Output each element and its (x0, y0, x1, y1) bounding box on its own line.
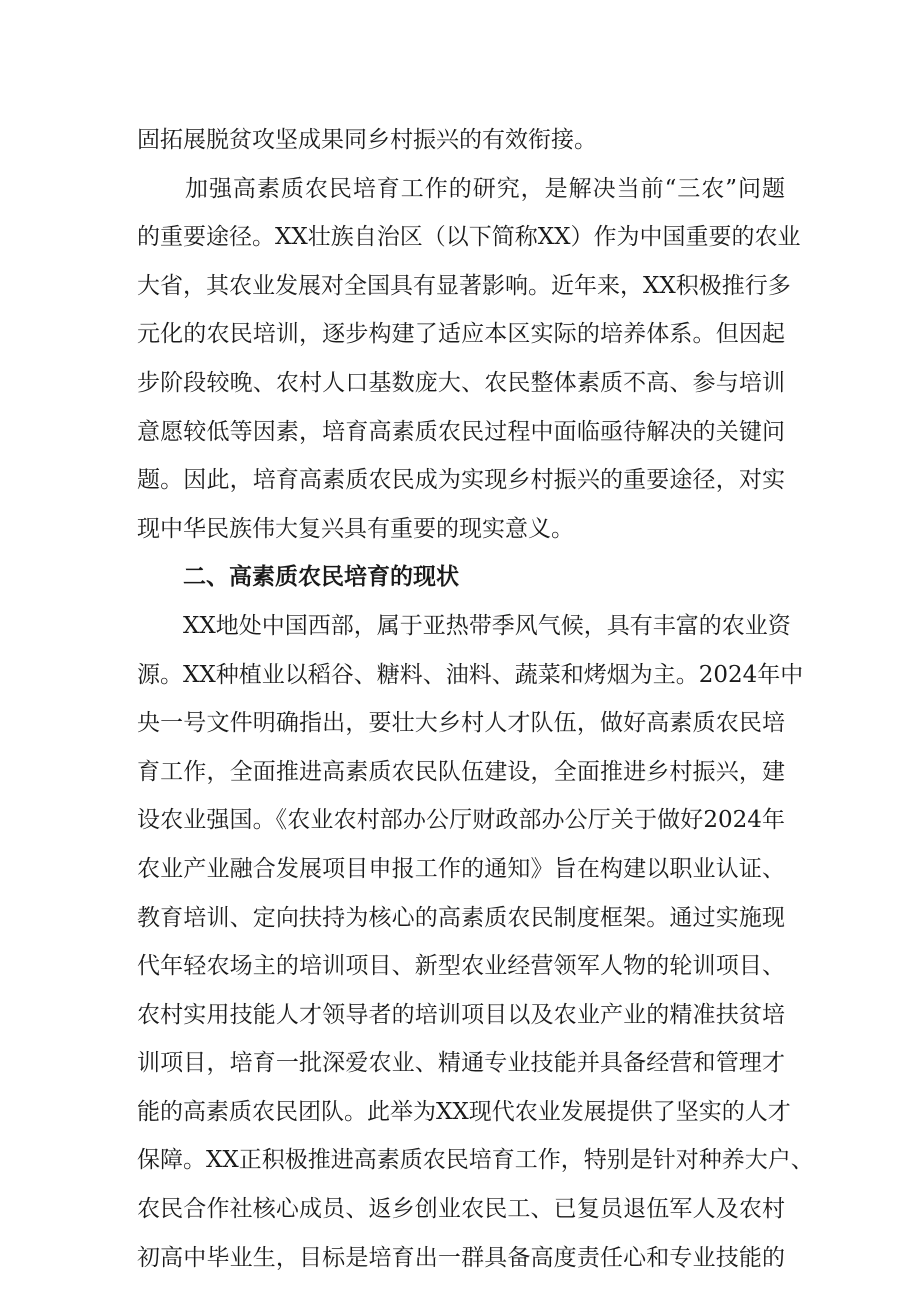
document-page (137, 116, 814, 1282)
text-line: 设农业强国。《农业农村部办公厅财政部办公厅关于做好2024年 (137, 807, 785, 834)
text-line: 源。XX种植业以稻谷、糖料、油料、蔬菜和烤烟为主。2024年中 (137, 661, 804, 688)
text-line: XX地处中国西部，属于亚热带季风气候，具有丰富的农业资 (137, 612, 791, 639)
section-heading: 二、高素质农民培育的现状 (137, 564, 459, 591)
text-line: 固拓展脱贫攻坚成果同乡村振兴的有效衔接。 (137, 127, 597, 153)
text-line: 步阶段较晚、农村人口基数庞大、农民整体素质不高、参与培训 (137, 369, 785, 396)
text-line: 代年轻农场主的培训项目、新型农业经营领军人物的轮训项目、 (137, 953, 785, 980)
text-line: 央一号文件明确指出，要壮大乡村人才队伍，做好高素质农民培 (137, 710, 785, 737)
text-line: 意愿较低等因素，培育高素质农民过程中面临亟待解决的关键问 (137, 418, 785, 445)
text-line: 题。因此，培育高素质农民成为实现乡村振兴的重要途径，对实 (137, 467, 785, 494)
text-line: 农村实用技能人才领导者的培训项目以及农业产业的精准扶贫培 (137, 1001, 785, 1028)
text-line: 教育培训、定向扶持为核心的高素质农民制度框架。通过实施现 (137, 904, 785, 931)
text-line: 大省，其农业发展对全国具有显著影响。近年来，XX积极推行多 (137, 272, 791, 299)
text-line: 农业产业融合发展项目申报工作的通知》旨在构建以职业认证、 (137, 855, 785, 882)
text-line: 元化的农民培训，逐步构建了适应本区实际的培养体系。但因起 (137, 321, 785, 348)
text-line: 育工作，全面推进高素质农民队伍建设，全面推进乡村振兴，建 (137, 758, 785, 785)
text-line: 能的高素质农民团队。此举为XX现代农业发展提供了坚实的人才 (137, 1098, 791, 1125)
text-line: 训项目，培育一批深爱农业、精通专业技能并具备经营和管理才 (137, 1050, 785, 1077)
text-line: 初高中毕业生，目标是培育出一群具备高度责任心和专业技能的 (137, 1244, 785, 1271)
text-line: 的重要途径。XX壮族自治区（以下简称XX）作为中国重要的农业 (137, 224, 801, 251)
text-line: 现中华民族伟大复兴具有重要的现实意义。 (137, 515, 574, 542)
text-line: 保障。XX正积极推进高素质农民培育工作，特别是针对种养大户、 (137, 1147, 814, 1174)
text-line: 加强高素质农民培育工作的研究，是解决当前“三农”问题 (137, 175, 785, 202)
text-line: 农民合作社核心成员、返乡创业农民工、已复员退伍军人及农村 (137, 1196, 785, 1223)
